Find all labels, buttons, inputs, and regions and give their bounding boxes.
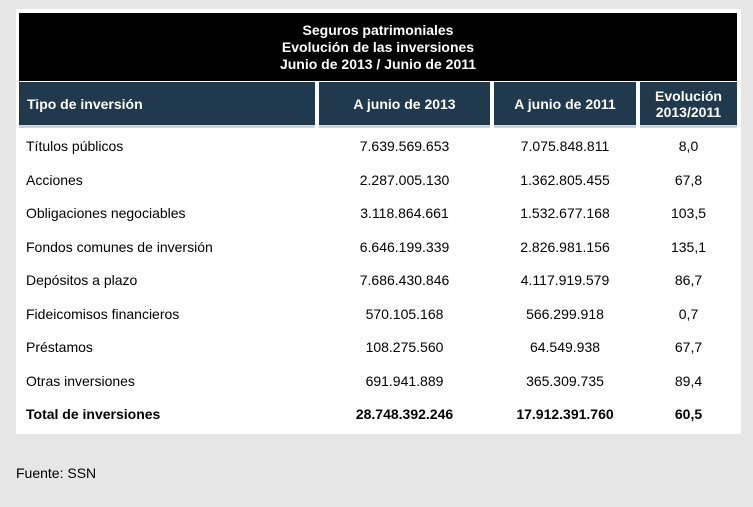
title-line-1: Seguros patrimoniales (302, 21, 454, 38)
source-note: Fuente: SSN (16, 465, 97, 481)
cell-junio-2011: 365.309.735 (526, 373, 604, 389)
cell-evolucion: 103,5 (670, 205, 707, 221)
cell-junio-2011: 1.532.677.168 (520, 205, 610, 221)
cell-tipo: Total de inversiones (26, 406, 161, 422)
cell-junio-2013: 691.941.889 (365, 373, 444, 389)
cell-tipo: Fideicomisos financieros (26, 306, 180, 322)
total-row (16, 398, 741, 431)
header-junio-2011: A junio de 2011 (494, 82, 636, 128)
cell-junio-2013: 3.118.864.661 (360, 205, 449, 221)
table-row (16, 164, 741, 197)
title-line-3: Junio de 2013 / Junio de 2011 (279, 55, 477, 72)
table-row (16, 365, 741, 398)
cell-junio-2013: 7.686.430.846 (359, 272, 450, 288)
cell-tipo: Fondos comunes de inversión (26, 239, 213, 255)
header-evolucion-line2: 2013/2011 (655, 103, 722, 120)
cell-tipo: Préstamos (26, 339, 93, 355)
cell-tipo: Otras inversiones (26, 373, 135, 389)
cell-junio-2011: 64.549.938 (529, 339, 601, 355)
cell-tipo: Obligaciones negociables (26, 205, 186, 221)
investments-table (16, 9, 741, 434)
cell-evolucion: 67,8 (674, 172, 703, 188)
cell-junio-2011: 17.912.391.760 (516, 406, 614, 422)
cell-evolucion: 135,1 (670, 239, 707, 255)
table-title (19, 13, 737, 81)
header-junio-2013: A junio de 2013 (319, 82, 490, 128)
header-evolucion-line1: Evolución (655, 87, 722, 104)
cell-evolucion: 86,7 (674, 272, 703, 288)
cell-evolucion: 0,7 (678, 306, 699, 322)
cell-junio-2013: 6.646.199.339 (359, 239, 450, 255)
cell-junio-2013: 570.105.168 (365, 306, 444, 322)
cell-evolucion: 67,7 (674, 339, 703, 355)
cell-tipo: Depósitos a plazo (26, 272, 138, 288)
table-row (16, 331, 741, 364)
table-row (16, 231, 741, 264)
cell-junio-2011: 1.362.805.455 (520, 172, 610, 188)
header-tipo: Tipo de inversión (19, 82, 315, 128)
title-line-2: Evolución de las inversiones (281, 38, 475, 55)
cell-junio-2013: 2.287.005.130 (359, 172, 450, 188)
cell-junio-2011: 566.299.918 (526, 306, 604, 322)
cell-tipo: Acciones (26, 172, 83, 188)
table-row (16, 298, 741, 331)
cell-junio-2011: 4.117.919.579 (520, 272, 610, 288)
cell-tipo: Títulos públicos (26, 138, 124, 154)
cell-junio-2011: 7.075.848.811 (520, 138, 610, 154)
table-row (16, 197, 741, 230)
cell-evolucion: 60,5 (674, 406, 703, 422)
cell-junio-2011: 2.826.981.156 (520, 239, 610, 255)
cell-evolucion: 89,4 (674, 373, 703, 389)
header-evolucion (640, 82, 737, 128)
cell-junio-2013: 108.275.560 (365, 339, 444, 355)
cell-evolucion: 8,0 (678, 138, 699, 154)
table-row (16, 130, 741, 163)
cell-junio-2013: 7.639.569.653 (359, 138, 450, 154)
cell-junio-2013: 28.748.392.246 (355, 406, 454, 422)
table-row (16, 264, 741, 297)
